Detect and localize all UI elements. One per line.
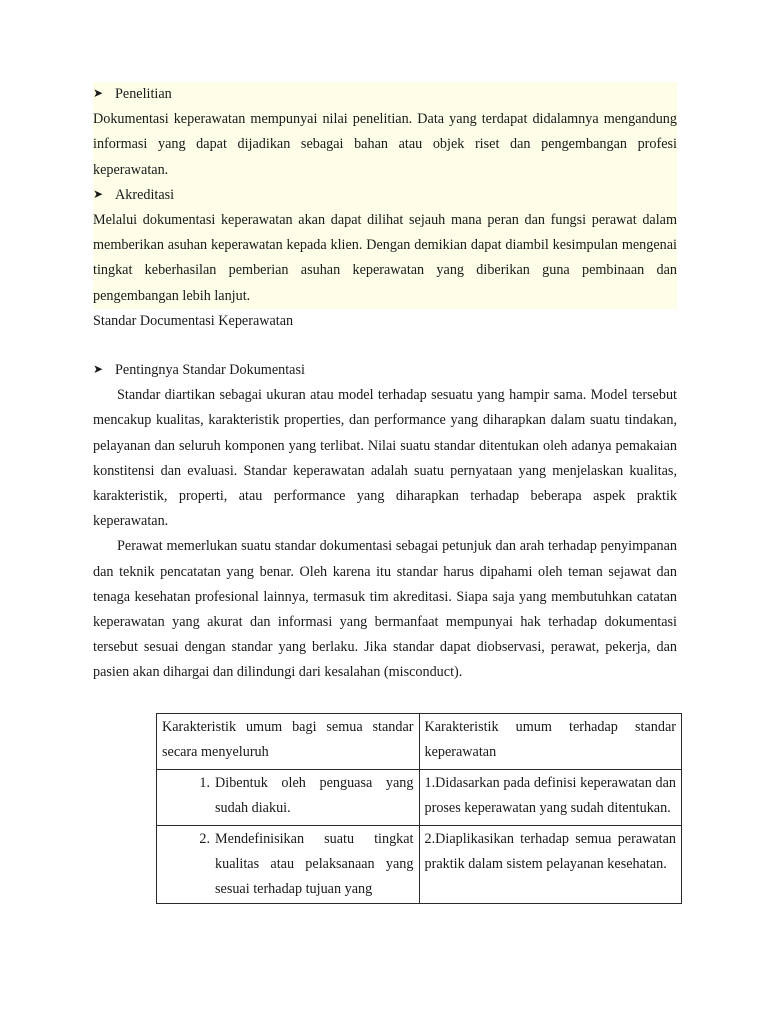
cell-text: Dibentuk oleh penguasa yang sudah diakui. xyxy=(215,774,414,817)
list-number: 2. xyxy=(199,830,210,847)
bullet-akreditasi xyxy=(93,183,677,208)
bullet-pentingnya xyxy=(93,358,677,383)
table-header-cell: Karakteristik umum terhadap standar keperawatan xyxy=(419,714,682,770)
arrow-bullet-icon: ➤ xyxy=(93,362,104,377)
document-page xyxy=(93,82,677,686)
table-row xyxy=(157,769,682,825)
table-header-cell: Karakteristik umum bagi semua standar secara menyeluruh xyxy=(157,714,420,770)
spacer xyxy=(93,334,677,358)
table-cell-left xyxy=(157,825,420,903)
list-number: 1. xyxy=(199,774,210,791)
table-header-row xyxy=(157,714,682,770)
table-row xyxy=(157,825,682,903)
table-cell-left xyxy=(157,769,420,825)
table-cell-right: 1.Didasarkan pada definisi keperawatan dan proses keperawatan yang sudah ditentukan. xyxy=(419,769,682,825)
arrow-bullet-icon: ➤ xyxy=(93,186,104,201)
cell-text: Mendefinisikan suatu tingkat kualitas atau pelaksanaan yang sesuai terhadap tujuan yang xyxy=(215,830,414,898)
table-cell-right: 2.Diaplikasikan terhadap semua perawatan praktik dalam sistem pelayanan kesehatan. xyxy=(419,825,682,903)
paragraph-standar-2: Perawat memerlukan suatu standar dokumentasi sebagai petunjuk dan arah terhadap penyimpanan dan teknik pencatatan yang benar. Oleh karena itu standar harus dipahami oleh teman sejawat dan tenaga kesehatan profesional lainnya, termasuk tim akreditasi. Siapa saja yang membutuhkan catatan keperawatan yang akurat dan informasi yang bermanfaat mempunyai hak terhadap dokumentasi tersebut sesuai dengan standar yang berlaku. Jika standar dapat diobservasi, perawat, pekerja, dan pasien akan dihargai dan dilindungi dari kesalahan (misconduct). xyxy=(93,538,677,681)
highlighted-block xyxy=(93,82,677,309)
characteristics-table xyxy=(156,713,682,904)
paragraph-standar-1: Standar diartikan sebagai ukuran atau model terhadap sesuatu yang hampir sama. Model tersebut mencakup kualitas, karakteristik properties, dan performance yang diharapkan dalam suatu tindakan, pelayanan dan seluruh komponen yang terlibat. Nilai suatu standar ditentukan oleh adanya pemakaian konstitensi dan evaluasi. Standar keperawatan adalah suatu pernyataan yang menjelaskan kualitas, karakteristik, properti, atau performance yang diharapkan terhadap beberapa aspek praktik keperawatan. xyxy=(93,387,677,530)
bullet-label-akreditasi: Akreditasi xyxy=(115,186,175,203)
paragraph-penelitian: Dokumentasi keperawatan mempunyai nilai penelitian. Data yang terdapat didalamnya mengandung informasi yang dapat dijadikan sebagai bahan atau objek riset dan pengembangan profesi keperawatan. xyxy=(93,111,677,178)
bullet-penelitian xyxy=(93,82,677,107)
paragraph-akreditasi: Melalui dokumentasi keperawatan akan dapat dilihat sejauh mana peran dan fungsi perawat dalam memberikan asuhan keperawatan kepada klien. Dengan demikian dapat diambil kesimpulan mengenai tingkat keberhasilan pemberian asuhan keperawatan yang diberikan guna pembinaan dan pengembangan lebih lanjut. xyxy=(93,212,677,304)
bullet-label-pentingnya: Pentingnya Standar Dokumentasi xyxy=(115,362,305,379)
heading-standar: Standar Documentasi Keperawatan xyxy=(93,312,294,329)
arrow-bullet-icon: ➤ xyxy=(93,86,104,100)
bullet-label-penelitian: Penelitian xyxy=(115,86,172,102)
